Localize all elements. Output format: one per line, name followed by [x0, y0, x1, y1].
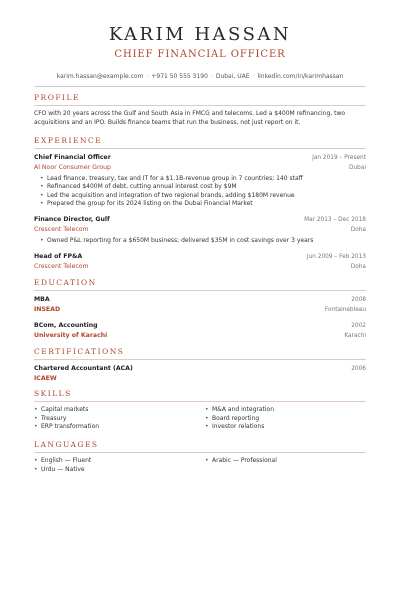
experience-dates: Jan 2019 – Present — [312, 155, 366, 161]
section-heading-certifications: CERTIFICATIONS — [34, 347, 125, 357]
section-divider — [34, 401, 366, 402]
candidate-name: KARIM HASSAN — [108, 24, 292, 45]
education-degree: BCom, Accounting — [34, 322, 98, 330]
experience-role: Finance Director, Gulf — [34, 216, 110, 224]
section-heading-education: EDUCATION — [34, 278, 97, 288]
section-divider — [34, 148, 366, 149]
experience-location: Doha — [350, 227, 366, 234]
contact-phone[interactable]: +971 50 555 3190 — [151, 73, 208, 80]
languages-list — [34, 457, 366, 474]
language-item: • Arabic — Professional — [205, 457, 366, 465]
contact-line — [34, 73, 366, 81]
section-divider — [34, 359, 366, 360]
certification-issuer: ICAEW — [34, 375, 57, 383]
bullet-item: • Refinanced $400M of debt, cutting annual interest cost by $9M — [40, 183, 366, 191]
language-item: • English — Fluent — [34, 457, 195, 465]
skill-item: • ERP transformation — [34, 423, 195, 431]
separator-dot: · — [146, 73, 149, 80]
education-location: Fontainebleau — [324, 307, 366, 314]
experience-section — [34, 136, 366, 272]
experience-entry — [34, 252, 366, 272]
education-year: 2002 — [351, 323, 366, 330]
bullet-item: • Owned P&L reporting for a $650M business; delivered $35M in cost savings over 3 years — [40, 237, 366, 245]
experience-role: Chief Financial Officer — [34, 154, 111, 161]
skill-item: • Treasury — [34, 415, 195, 423]
certification-entry — [34, 364, 366, 383]
bullet-item: • Prepared the group for its 2024 listing on the Dubai Financial Market — [40, 200, 366, 208]
contact-linkedin[interactable]: linkedin.com/in/karimhassan — [257, 73, 344, 80]
experience-bullets — [34, 237, 366, 245]
experience-entry — [34, 153, 366, 208]
education-section — [34, 278, 366, 341]
skill-item: • M&A and integration — [205, 406, 366, 414]
experience-dates: Mar 2013 – Dec 2018 — [304, 217, 366, 224]
experience-entry — [34, 215, 366, 245]
section-divider — [34, 105, 366, 106]
education-school: INSEAD — [34, 306, 61, 314]
language-item: • Urdu — Native — [34, 466, 195, 474]
experience-bullets — [34, 175, 366, 208]
experience-company: Crescent Telecom — [34, 226, 89, 234]
separator-dot: · — [210, 73, 213, 80]
section-divider — [34, 452, 366, 453]
education-location: Karachi — [344, 333, 366, 340]
skill-item: • Investor relations — [205, 423, 366, 431]
experience-dates: Jun 2009 – Feb 2013 — [306, 254, 366, 261]
skill-item: • Board reporting — [205, 415, 366, 423]
contact-email[interactable]: karim.hassan@example.com — [56, 73, 144, 80]
header-divider — [34, 86, 366, 87]
education-entry — [34, 295, 366, 315]
certification-name: Chartered Accountant (ACA) — [34, 365, 133, 373]
resume-page — [0, 24, 400, 590]
education-school: University of Karachi — [34, 332, 108, 340]
profile-summary: CFO with 20 years across the Gulf and South Asia in FMCG and telecoms. Led a $400M refinancing, two acquisitions and an IPO. Builds finance teams that run the business, not just report on it. — [34, 110, 346, 126]
section-heading-experience: EXPERIENCE — [34, 136, 103, 145]
profile-section — [34, 93, 366, 127]
contact-location: Dubai, UAE — [215, 73, 250, 80]
job-title: CHIEF FINANCIAL OFFICER — [114, 49, 286, 60]
bullet-item: • Led the acquisition and integration of two regional brands, adding $180M revenue — [40, 192, 366, 200]
skills-section — [34, 389, 366, 431]
languages-section — [34, 440, 366, 474]
skill-item: • Capital markets — [34, 406, 195, 414]
section-heading-profile: PROFILE — [34, 93, 80, 102]
certifications-section — [34, 347, 366, 383]
section-divider — [34, 290, 366, 291]
experience-company: Al Noor Consumer Group — [34, 164, 111, 171]
experience-location: Doha — [350, 264, 366, 271]
experience-location: Dubai — [349, 165, 366, 171]
education-year: 2008 — [351, 297, 366, 304]
section-heading-skills: SKILLS — [34, 389, 72, 399]
education-entry — [34, 321, 366, 341]
section-heading-languages: LANGUAGES — [34, 440, 99, 450]
certification-year: 2006 — [351, 366, 366, 373]
experience-company: Crescent Telecom — [34, 263, 89, 271]
bullet-item: • Lead finance, treasury, tax and IT for a $1.1B-revenue group in 7 countries; 140 staff — [40, 175, 366, 183]
experience-role: Head of FP&A — [34, 253, 83, 261]
education-degree: MBA — [34, 296, 50, 304]
skills-list — [34, 406, 366, 431]
separator-dot: · — [252, 73, 255, 80]
